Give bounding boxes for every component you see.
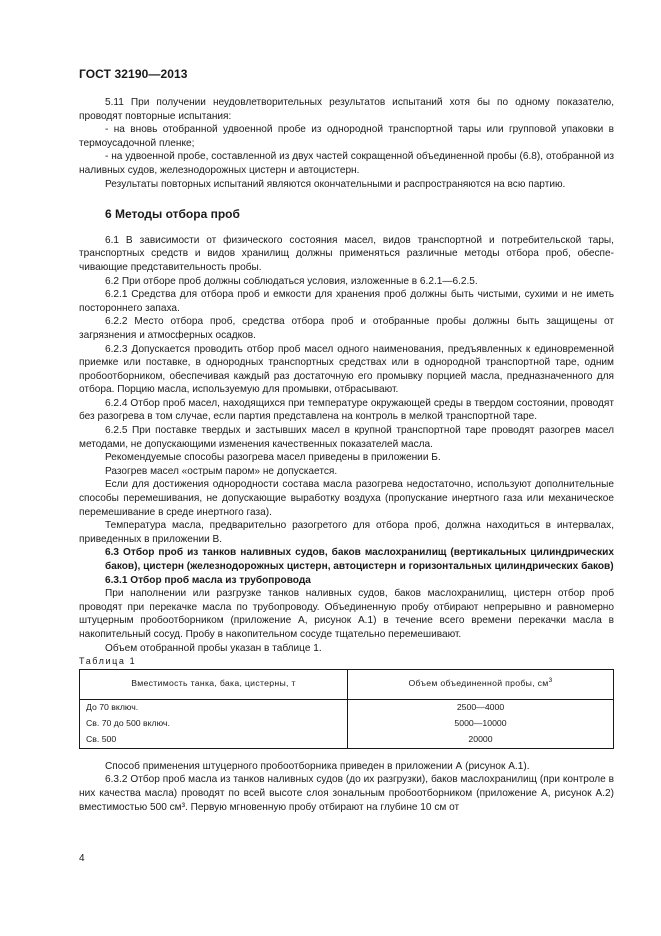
table-row	[80, 699, 614, 716]
paragraph-6-3-2: 6.3.2 Отбор проб масла из танков наливных судов (до их разгрузки), баков маслохранилищ (при контроле в них качества масла) проводят по всей высоте слоя зональным пробоотборником (приложение А, рисунок А.2) вместимостью 500 см³. Первую мгновенную пробу отбирают на глубине 10 см от	[79, 774, 614, 813]
table-cell-capacity: До 70 включ.	[80, 699, 348, 716]
table-cell-volume: 2500—4000	[348, 699, 614, 716]
document-header: ГОСТ 32190—2013	[79, 67, 188, 81]
paragraph-6-2-2: 6.2.2 Место отбора проб, средства отбора проб и отобранные пробы должны быть защищены от загрязнения и атмосферных осадков.	[79, 316, 614, 341]
paragraph-5-11-item-1: - на вновь отобранной удвоенной пробе из однородной транспортной тары или групповой упаковки в термоусадочной пленке;	[79, 124, 614, 149]
table-header-capacity: Вместимость танка, бака, цистерны, т	[80, 669, 348, 699]
paragraph-steam-heating: Разогрев масел «острым паром» не допускается.	[105, 465, 338, 477]
section-6-title: 6 Методы отбора проб	[105, 207, 240, 222]
paragraph-6-1: 6.1 В зависимости от физического состояния масел, видов транспортной и потребительской тары, транспортных средств и видов хранилищ должны применяться различные методы отбора проб, обеспечивающие представительность пробы.	[79, 234, 614, 273]
paragraph-6-3-1-a: При наполнении или разгрузке танков наливных судов, баков маслохранилищ, цистерн отбор проб проводят при перекачке масла по трубопроводу. Объединенную пробу отбирают непрерывно и равномерно штуцерным пробоотборником (приложение А, рисунок А.1) в течение всего времени перекачки масла в накопительный сосуд. Пробу в накопительном сосуде тщательно перемешивают.	[79, 588, 614, 640]
table-cell-capacity: Св. 70 до 500 включ.	[80, 716, 348, 732]
paragraph-6-3-1-b: Объем отобранной пробы указан в таблице 1.	[105, 642, 322, 654]
table-row	[80, 716, 614, 732]
paragraph-heating-methods: Рекомендуемые способы разогрева масел приведены в приложении Б.	[105, 452, 441, 464]
paragraph-5-11-result: Результаты повторных испытаний являются окончательными и распространяются на всю партию.	[105, 178, 566, 190]
table-caption: Таблица 1	[79, 656, 137, 667]
table-header-volume: Объем объединенной пробы, $см^3$	[348, 669, 614, 699]
table-cell-volume: 5000—10000	[348, 716, 614, 732]
table-cell-capacity: Св. 500	[80, 732, 348, 749]
paragraph-5-11: 5.11 При получении неудовлетворительных результатов испытаний хотя бы по одному показателю, проводят повторные испытания:	[79, 97, 614, 122]
table-row	[80, 732, 614, 749]
paragraph-6-2-3: 6.2.3 Допускается проводить отбор проб масел одного наименования, предъявленных к единовременной приемке или поставке, в однородных транспортных средствах или в однородной транспортной таре, одним пробоотборником, обеспечивая каждый раз достаточную его промывку порцией масла, предназначенного для отбора. Порцию масла, используемую для промывки, отбрасывают.	[79, 343, 614, 396]
subsection-6-3-title: 6.3 Отбор проб из танков наливных судов, баков маслохранилищ (вертикальных цилиндрических баков), цистерн (железнодорожных цистерн, автоцистерн и горизонтальных цилиндрических баков)	[105, 547, 614, 572]
table-cell-volume: 20000	[348, 732, 614, 749]
subsection-6-3-1-title: 6.3.1 Отбор проб масла из трубопровода	[105, 574, 311, 586]
paragraph-6-2-4: 6.2.4 Отбор проб масел, находящихся при температуре окружающей среды в твердом состоянии, проводят без разогрева в том случае, если партия представлена на контроль в мелкой транспортной таре.	[79, 397, 614, 423]
paragraph-6-2-1: 6.2.1 Средства для отбора проб и емкости для хранения проб должны быть чистыми, сухими и не иметь постороннего запаха.	[79, 289, 614, 314]
sample-volume-table	[79, 669, 614, 749]
page-number: 4	[79, 853, 85, 864]
table-header-row	[80, 669, 614, 699]
paragraph-after-table: Способ применения штуцерного пробоотборника приведен в приложении А (рисунок А.1).	[105, 760, 530, 772]
paragraph-mixing: Если для достижения однородности состава масла разогрева недостаточно, используют дополнительные способы перемешивания, не допускающие выработку воздуха (пропускание инертного газа или механическое перемешивание в среде инертного газа).	[79, 479, 614, 518]
paragraph-6-2: 6.2 При отборе проб должны соблюдаться условия, изложенные в 6.2.1—6.2.5.	[105, 275, 478, 287]
page-body	[79, 96, 614, 814]
paragraph-5-11-item-2: - на удвоенной пробе, составленной из двух частей сокращенной объединенной пробы (6.8), отобранной из наливных судов, железнодорожных цистерн и автоцистерн.	[79, 151, 614, 176]
paragraph-6-2-5: 6.2.5 При поставке твердых и застывших масел в крупной транспортной таре проводят разогрев масел методами, не допускающими изменения качественных показателей масла.	[79, 425, 614, 450]
paragraph-temperature: Температура масла, предварительно разогретого для отбора проб, должна находиться в интервалах, приведенных в приложении В.	[79, 520, 614, 545]
